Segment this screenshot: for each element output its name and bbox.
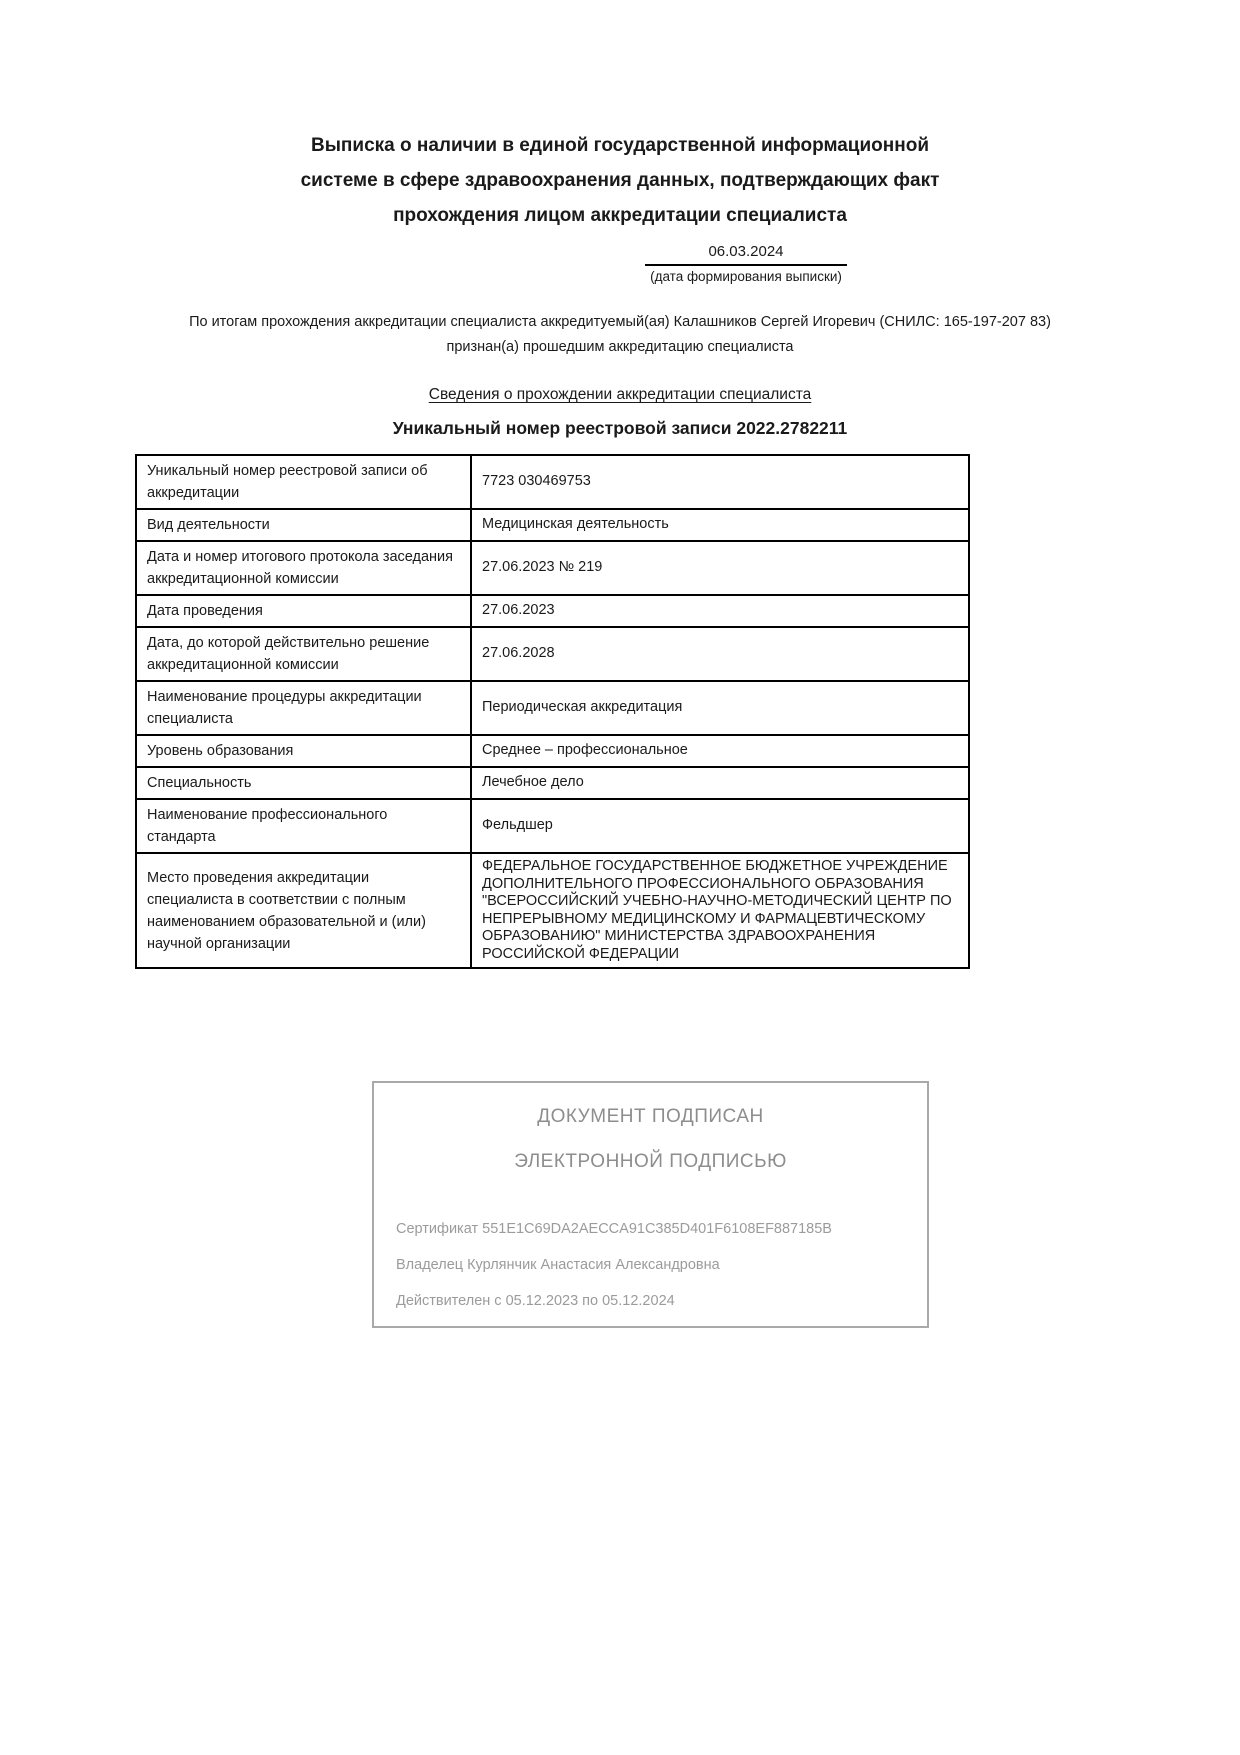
section-title: Сведения о прохождении аккредитации специалиста xyxy=(428,386,812,403)
intro-line: По итогам прохождения аккредитации специалиста аккредитуемый(ая) Калашников Сергей Игоревич (СНИЛС: 165-197-207 83) xyxy=(189,314,1051,330)
accreditation-table xyxy=(135,454,970,969)
row-value: 27.06.2023 xyxy=(471,595,969,627)
document-title-line: Выписка о наличии в единой государственной информационной xyxy=(310,135,930,156)
extract-date-caption: (дата формирования выписки) xyxy=(650,269,842,284)
row-label: Наименование процедуры аккредитации специалиста xyxy=(136,681,471,735)
row-label: Место проведения аккредитации специалиста в соответствии с полным наименованием образовательной и (или) научной организации xyxy=(136,853,471,968)
row-label: Наименование профессионального стандарта xyxy=(136,799,471,853)
owner-line: Владелец Курлянчик Анастасия Александровна xyxy=(396,1257,720,1273)
row-value: Среднее – профессиональное xyxy=(471,735,969,767)
table-row xyxy=(136,767,969,799)
validity-line: Действителен с 05.12.2023 по 05.12.2024 xyxy=(396,1293,675,1309)
document-title xyxy=(0,0,1240,233)
document-title-line: системе в сфере здравоохранения данных, подтверждающих факт xyxy=(300,170,940,191)
row-label: Дата проведения xyxy=(136,595,471,627)
table-row xyxy=(136,455,969,509)
row-value: 7723 030469753 xyxy=(471,455,969,509)
row-value: Медицинская деятельность xyxy=(471,509,969,541)
signature-title-line1: ДОКУМЕНТ ПОДПИСАН xyxy=(537,1106,764,1127)
row-label: Вид деятельности xyxy=(136,509,471,541)
row-value: ФЕДЕРАЛЬНОЕ ГОСУДАРСТВЕННОЕ БЮДЖЕТНОЕ УЧРЕЖДЕНИЕ ДОПОЛНИТЕЛЬНОГО ПРОФЕССИОНАЛЬНОГО ОБРАЗОВАНИЯ "ВСЕРОССИЙСКИЙ УЧЕБНО-НАУЧНО-МЕТОДИЧЕСКИЙ ЦЕНТР ПО НЕПРЕРЫВНОМУ МЕДИЦИНСКОМУ И ФАРМАЦЕВТИЧЕСКОМУ ОБРАЗОВАНИЮ" МИНИСТЕРСТВА ЗДРАВООХРАНЕНИЯ РОССИЙСКОЙ ФЕДЕРАЦИИ xyxy=(471,853,969,968)
row-value: 27.06.2028 xyxy=(471,627,969,681)
document-title-line: прохождения лицом аккредитации специалиста xyxy=(393,205,847,226)
table-row xyxy=(136,735,969,767)
signature-details xyxy=(396,1221,905,1310)
signature-title-line2: ЭЛЕКТРОННОЙ ПОДПИСЬЮ xyxy=(514,1151,787,1172)
intro-paragraph xyxy=(0,310,1240,360)
row-value: Лечебное дело xyxy=(471,767,969,799)
registry-number-heading: Уникальный номер реестровой записи 2022.2782211 xyxy=(392,418,848,438)
certificate-line: Сертификат 551E1C69DA2AECCA91C385D401F6108EF887185B xyxy=(396,1221,832,1237)
row-label: Уровень образования xyxy=(136,735,471,767)
signature-stamp xyxy=(372,1081,929,1328)
row-value: 27.06.2023 № 219 xyxy=(471,541,969,595)
row-label: Уникальный номер реестровой записи об аккредитации xyxy=(136,455,471,509)
intro-line: признан(а) прошедшим аккредитацию специалиста xyxy=(446,339,794,355)
table-row xyxy=(136,595,969,627)
table-row xyxy=(136,627,969,681)
table-row xyxy=(136,853,969,968)
row-value: Фельдшер xyxy=(471,799,969,853)
table-row xyxy=(136,509,969,541)
row-value: Периодическая аккредитация xyxy=(471,681,969,735)
row-label: Специальность xyxy=(136,767,471,799)
table-row xyxy=(136,541,969,595)
extract-date-block xyxy=(645,243,847,284)
row-label: Дата, до которой действительно решение аккредитационной комиссии xyxy=(136,627,471,681)
table-row xyxy=(136,799,969,853)
table-row xyxy=(136,681,969,735)
extract-date: 06.03.2024 xyxy=(645,243,847,266)
row-label: Дата и номер итогового протокола заседания аккредитационной комиссии xyxy=(136,541,471,595)
